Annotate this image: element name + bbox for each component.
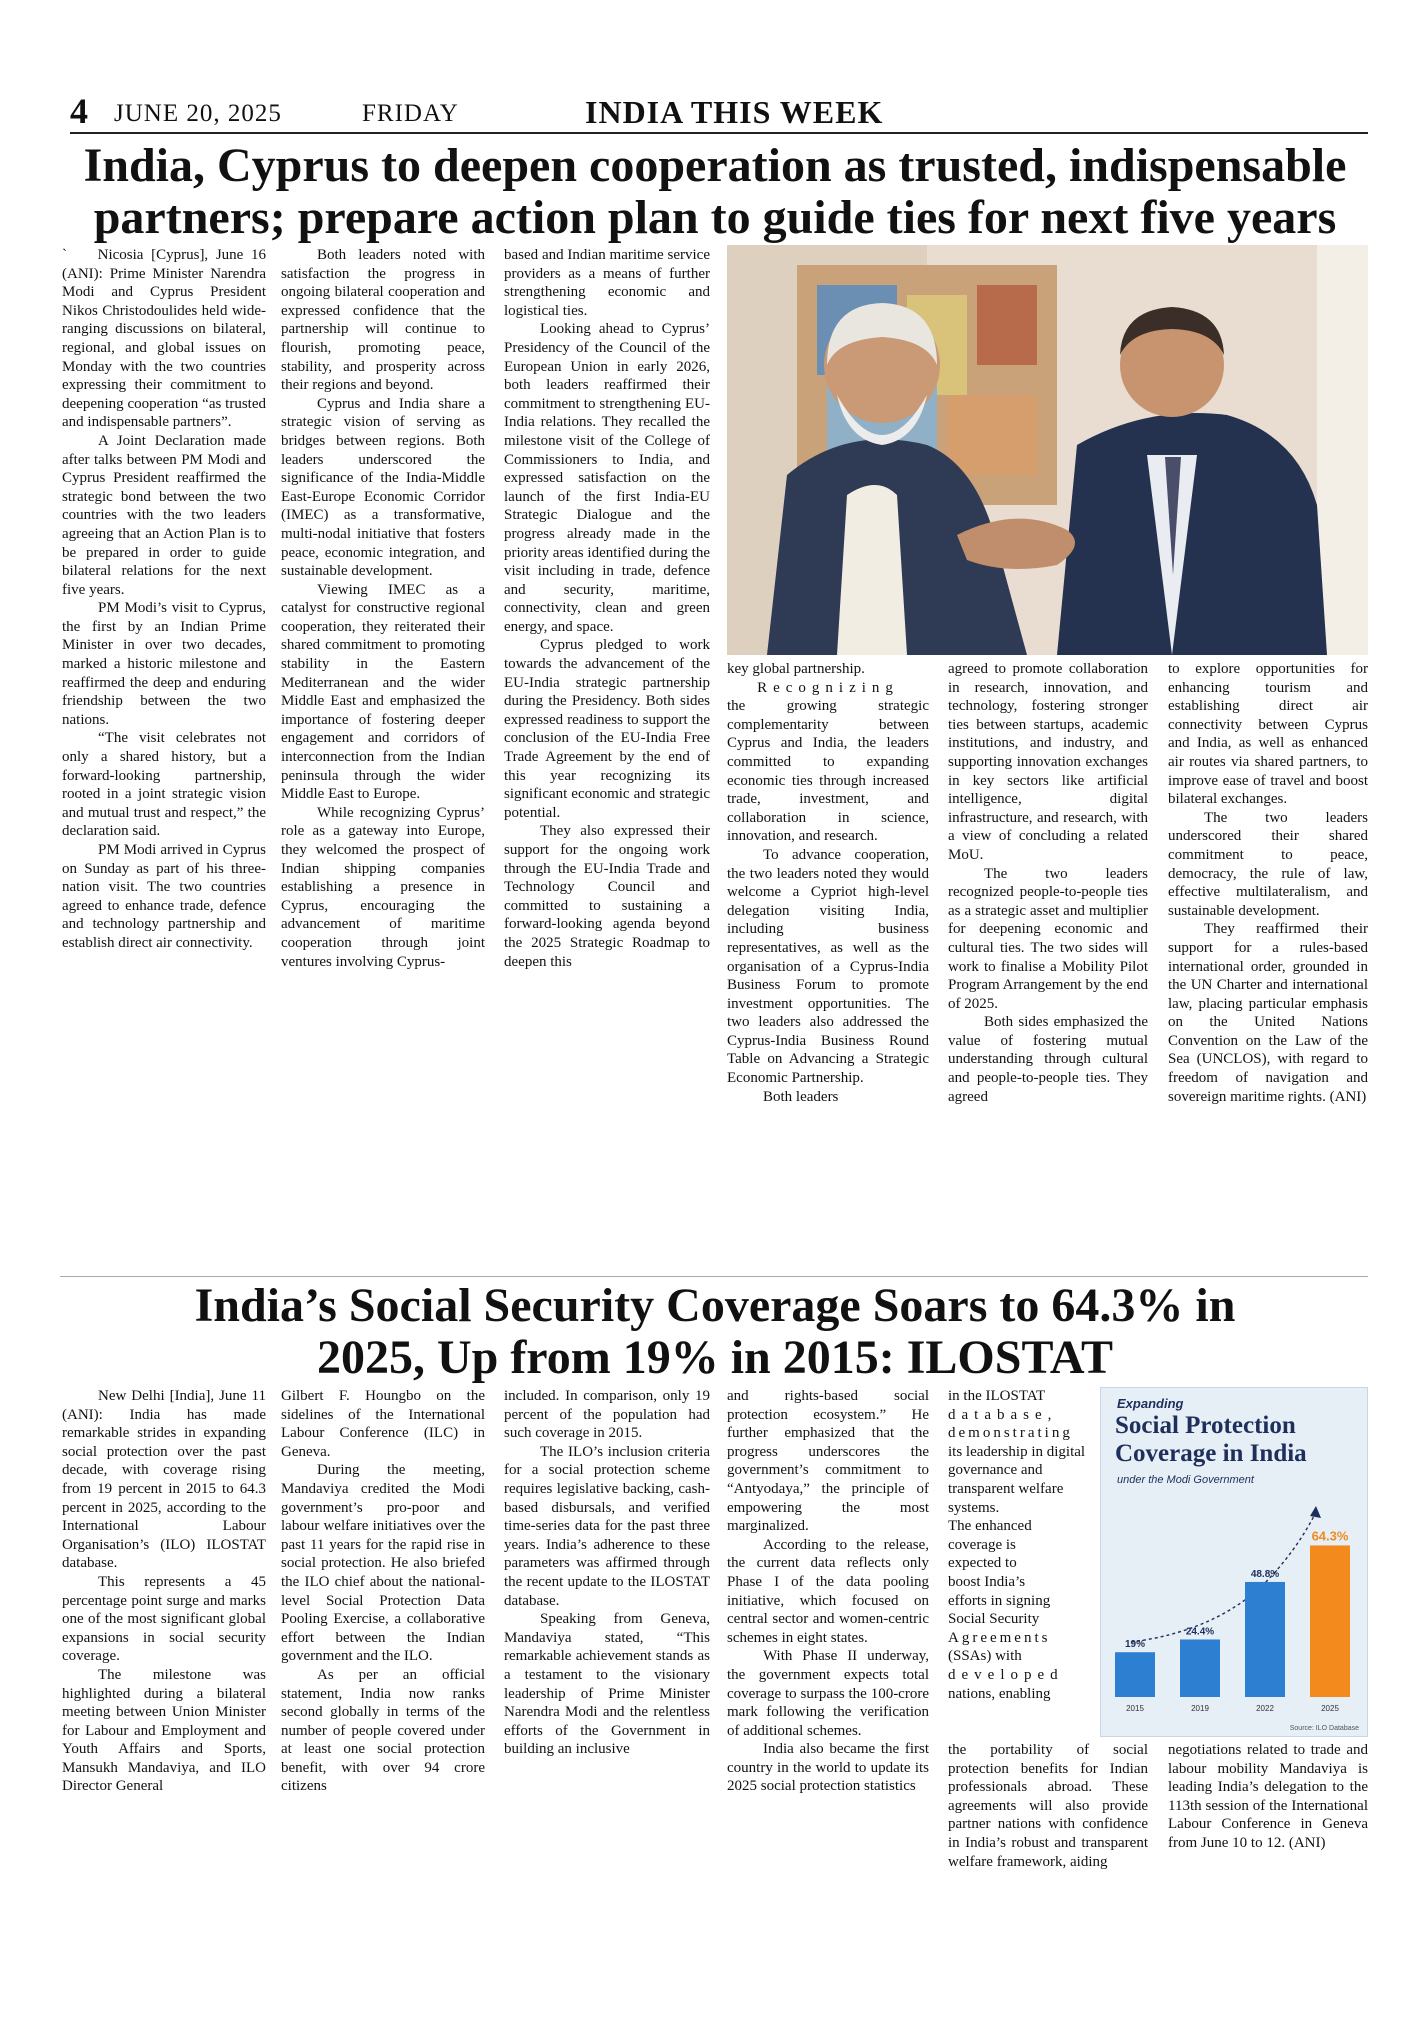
article2-column-2 <box>281 1387 485 1932</box>
paragraph: During the meeting, Mandaviya credited the Modi government’s pro-poor and labour welfare initiatives over the past 11 years for the rapid rise in social protection. He also briefed the ILO chief about the national-level Social Protection Data Pooling Exercise, a collaborative effort between the Indian government and the ILO. <box>281 1462 485 1665</box>
paragraph-line: developed <box>948 1666 1064 1683</box>
article2-headline-line2: 2025, Up from 19% in 2015: ILOSTAT <box>316 1331 1114 1384</box>
x-tick-label-2022: 2022 <box>1256 1704 1274 1713</box>
leaders-handshake-photo <box>727 245 1368 655</box>
paragraph: based and Indian maritime service providers as a means of further strengthening economic and logistical ties. <box>504 247 710 319</box>
infographic-kicker: Expanding <box>1117 1396 1184 1411</box>
paragraph: the growing strategic complementarity between Cyprus and India, the leaders committed to expanding economic ties through increased trade, investment, and collaboration in science, innovation, and research. <box>727 698 929 845</box>
bar-2015 <box>1115 1652 1155 1697</box>
paragraph: According to the release, the current data reflects only Phase I of the data pooling initiative, which focused on central sector and women-centric schemes in eight states. <box>727 1536 929 1646</box>
page-number: 4 <box>70 91 88 131</box>
article1-column-5 <box>948 660 1148 1272</box>
article2-column-1 <box>62 1387 266 1932</box>
bar-2022 <box>1245 1582 1285 1697</box>
paragraph-line: (SSAs) with <box>948 1648 1022 1665</box>
x-tick-label-2015: 2015 <box>1126 1704 1144 1713</box>
coverage-bar-chart <box>1101 1492 1367 1732</box>
article2-column-5-top <box>948 1387 1086 1737</box>
bar-value-label-2019: 24.4% <box>1185 1626 1215 1638</box>
section-divider <box>60 1276 1368 1277</box>
paragraph: Cyprus pledged to work towards the advancement of the EU-India strategic partnership during the Presidency. Both sides expressed readiness to support the conclusion of the EU-India Free Trade Agreement by the end of this year recognizing its significant economic and strategic potential. <box>504 637 710 821</box>
infographic-title-line2: Coverage in India <box>1115 1440 1307 1467</box>
paragraph: “The visit celebrates not only a shared history, but a forward-looking partnership, rooted in a joint strategic vision and mutual trust and respect,” the declaration said. <box>62 730 266 840</box>
bar-value-label-2022: 48.8% <box>1250 1568 1280 1580</box>
article1-headline <box>60 140 1370 244</box>
bar-2019 <box>1180 1639 1220 1697</box>
paragraph: They also expressed their support for the ongoing work through the EU-India Trade and Technology Council and committed to sustaining a forward-looking agenda beyond the 2025 Strategic Roadmap to deepen this <box>504 823 710 970</box>
article2-headline-line1: India’s Social Security Coverage Soars to 64.3% in <box>194 1279 1236 1332</box>
paragraph: With Phase II underway, the government expects total coverage to surpass the 100-crore mark following the verification of additional schemes. <box>727 1648 929 1739</box>
paragraph-line: database, <box>948 1406 1058 1423</box>
x-tick-label-2025: 2025 <box>1321 1704 1339 1713</box>
bar-value-label-2015: 19% <box>1124 1639 1146 1651</box>
article1-column-6 <box>1168 660 1368 1272</box>
paragraph: As per an official statement, India now ranks second globally in terms of the number of people covered under at least one social protection benefit, with over 94 crore citizens <box>281 1666 485 1795</box>
issue-day: FRIDAY <box>362 100 459 127</box>
paragraph: Looking ahead to Cyprus’ Presidency of the Council of the European Union in early 2026, both leaders reaffirmed their commitment to strengthening EU-India relations. They recalled the milestone visit of the College of Commissioners to India, and expressed satisfaction on the launch of the first India-EU Strategic Dialogue and the progress already made in the priority areas identified during the visit including in trade, defence and security, maritime, connectivity, clean and green energy, and space. <box>504 321 710 635</box>
paragraph-line: The enhanced <box>948 1518 1032 1535</box>
article1-headline-line1: India, Cyprus to deepen cooperation as trusted, indispensable <box>83 139 1347 192</box>
article1-column-3 <box>504 246 710 1272</box>
paragraph: India also became the first country in the world to update its 2025 social protection statistics <box>727 1741 929 1795</box>
article2-column-6 <box>1168 1741 1368 1932</box>
paragraph-line: efforts in signing <box>948 1592 1051 1609</box>
photo-illustration <box>727 245 1368 655</box>
paragraph: This represents a 45 percentage point surge and marks one of the most significant global expansions in social security coverage. <box>62 1573 266 1665</box>
paragraph: agreed to promote collaboration in research, innovation, and technology, fostering stronger ties between startups, academic institutions, and industry, and supporting innovation exchanges in key sectors like artificial intelligence, digital infrastructure, and research, with a view of concluding a related MoU. <box>948 661 1148 863</box>
bar-value-label-2025: 64.3% <box>1311 1528 1349 1544</box>
issue-date: JUNE 20, 2025 <box>114 100 282 127</box>
infographic-subtitle: under the Modi Government <box>1117 1474 1254 1486</box>
article2-headline <box>60 1280 1370 1384</box>
article2-column-4 <box>727 1387 929 1932</box>
article1-column-2 <box>281 246 485 1272</box>
paragraph: to explore opportunities for enhancing tourism and establishing direct air connectivity between Cyprus and India, as well as enhanced air routes via shared partners, to improve ease of travel and boost bilateral exchanges. <box>1168 661 1368 808</box>
paragraph-line: nations, enabling <box>948 1685 1051 1702</box>
paragraph: While recognizing Cyprus’ role as a gateway into Europe, they welcomed the prospect of Indian shipping companies establishing a presence in Cyprus, encouraging the advancement of maritime cooperation through joint ventures involving Cyprus- <box>281 804 485 970</box>
article1-column-1 <box>62 246 266 1272</box>
trend-arrow <box>1131 1512 1316 1642</box>
bar-2025 <box>1310 1545 1350 1697</box>
paragraph: ` Nicosia [Cyprus], June 16 (ANI): Prime Minister Narendra Modi and Cyprus President Nikos Christodoulides held wide-ranging discussions on bilateral, regional, and global issues on Monday with the two countries expressing their commitment to deepening cooperation “as trusted and indispensable partners”. <box>62 247 266 431</box>
trend-arrowhead <box>1310 1506 1321 1518</box>
paragraph: key global partnership. <box>727 661 865 677</box>
paragraph-line: expected to <box>948 1555 1017 1572</box>
paragraph-lead-word: Recognizing <box>757 679 899 696</box>
article1-headline-line2: partners; prepare action plan to guide ties for next five years <box>93 191 1337 244</box>
paragraph: The ILO’s inclusion criteria for a social protection scheme requires legislative backing, cash-based disbursals, and verified time-series data for the past three years. India’s adherence to these parameters was affirmed through the recent update to the ILOSTAT database. <box>504 1443 710 1609</box>
paragraph: They reaffirmed their support for a rules-based international order, grounded in the UN Charter and international law, placing particular emphasis on the United Nations Convention on the Law of the Sea (UNCLOS), with regard to freedom of navigation and sovereign maritime rights. (ANI) <box>1168 921 1368 1105</box>
article2-column-3 <box>504 1387 710 1932</box>
paragraph-line: boost India’s <box>948 1573 1026 1590</box>
paragraph: The milestone was highlighted during a bilateral meeting between Union Minister for Labour and Employment and Youth Affairs and Sports, Mansukh Mandaviya, and ILO Director General <box>62 1666 266 1795</box>
paragraph: Both leaders <box>763 1088 839 1105</box>
article1-column-4 <box>727 660 929 1272</box>
paragraph: Both sides emphasized the value of fostering mutual understanding through cultural and people-to-people ties. They agreed <box>948 1014 1148 1105</box>
paragraph: the portability of social protection benefits for Indian professionals abroad. These agreements will also provide partner nations with confidence in India’s robust and transparent welfare framework, aiding <box>948 1742 1148 1870</box>
paragraph: To advance cooperation, the two leaders noted they would welcome a Cypriot high-level delegation visiting India, including business representatives, as well as the organisation of a Cyprus-India Business Forum to promote investment opportunities. The two leaders also addressed the Cyprus-India Business Round Table on Advancing a Strategic Economic Partnership. <box>727 846 929 1087</box>
paragraph: The two leaders underscored their shared commitment to peace, democracy, the rule of law, effective multilateralism, and sustainable development. <box>1168 809 1368 919</box>
paragraph: PM Modi arrived in Cyprus on Sunday as part of his three-nation visit. The two countries agreed to enhance trade, defence and technology partnership and establish direct air connectivity. <box>62 842 266 951</box>
paragraph: A Joint Declaration made after talks between PM Modi and Cyprus President reaffirmed the strategic bond between the two countries with the two leaders agreeing that an Action Plan is to be prepared in order to guide bilateral relations for the next five years. <box>62 432 266 598</box>
masthead <box>70 91 1368 134</box>
paragraph: Cyprus and India share a strategic vision of serving as bridges between regions. Both leaders underscored the significance of the India-Middle East-Europe Economic Corridor (IMEC) as a transformative, multi-nodal initiative that fosters peace, economic integration, and sustainable development. <box>281 395 485 580</box>
paragraph: Speaking from Geneva, Mandaviya stated, “This remarkable achievement stands as a testament to the visionary leadership of Prime Minister Narendra Modi and the relentless efforts of the Government in building an inclusive <box>504 1611 710 1758</box>
paragraph: Gilbert F. Houngbo on the sidelines of the International Labour Conference (ILC) in Geneva. <box>281 1388 485 1460</box>
paragraph-line: Agreements <box>948 1629 1051 1646</box>
paragraph: its leadership in digital governance and transparent welfare systems. <box>948 1443 1086 1516</box>
coverage-infographic <box>1100 1387 1368 1737</box>
infographic-title-line1: Social Protection <box>1115 1412 1296 1439</box>
paragraph-line: coverage is <box>948 1536 1016 1553</box>
x-tick-label-2019: 2019 <box>1191 1704 1209 1713</box>
paragraph-line: Social Security <box>948 1611 1040 1628</box>
paragraph: PM Modi’s visit to Cyprus, the first by an Indian Prime Minister in over two decades, marked a historic milestone and reaffirmed the deep and enduring friendship between the two nations. <box>62 600 266 728</box>
paragraph: negotiations related to trade and labour mobility Mandaviya is leading India’s delegation to the 113th session of the International Labour Conference in Geneva from June 10 to 12. (ANI) <box>1168 1742 1368 1851</box>
infographic-source: Source: ILO Database <box>1289 1725 1359 1732</box>
paragraph: The two leaders recognized people-to-people ties as a strategic asset and multiplier for deepening economic and cultural ties. The two sides will work to finalise a Mobility Pilot Program Arrangement by the end of 2025. <box>948 865 1148 1012</box>
article2-column-5-bottom <box>948 1741 1148 1932</box>
paragraph-line: in the ILOSTAT <box>948 1388 1046 1404</box>
paragraph: Both leaders noted with satisfaction the progress in ongoing bilateral cooperation and expressed confidence that the partnership will continue to flourish, promoting peace, stability, and prosperity across their regions and beyond. <box>281 247 485 394</box>
section-title: INDIA THIS WEEK <box>585 94 884 130</box>
paragraph-line: demonstrating <box>948 1425 1073 1442</box>
infographic-title <box>1115 1412 1307 1468</box>
paragraph: Viewing IMEC as a catalyst for constructive regional cooperation, they reiterated their shared commitment to promoting stability in the Eastern Mediterranean and the wider Middle East and emphasized the importance of fostering deeper engagement and corridors of interconnection from the Indian peninsula through the wider Middle East to Europe. <box>281 581 485 803</box>
paragraph: included. In comparison, only 19 percent of the population had such coverage in 2015. <box>504 1388 710 1442</box>
paragraph: and rights-based social protection ecosystem.” He further emphasized that the progress underscores the government’s commitment to “Antyodaya,” the principle of empowering the most marginalized. <box>727 1388 929 1535</box>
paragraph: New Delhi [India], June 11 (ANI): India has made remarkable strides in expanding social protection over the past decade, with coverage rising from 19 percent in 2015 to 64.3 percent in 2025, according to the International Labour Organisation’s (ILO) ILOSTAT database. <box>62 1388 266 1572</box>
